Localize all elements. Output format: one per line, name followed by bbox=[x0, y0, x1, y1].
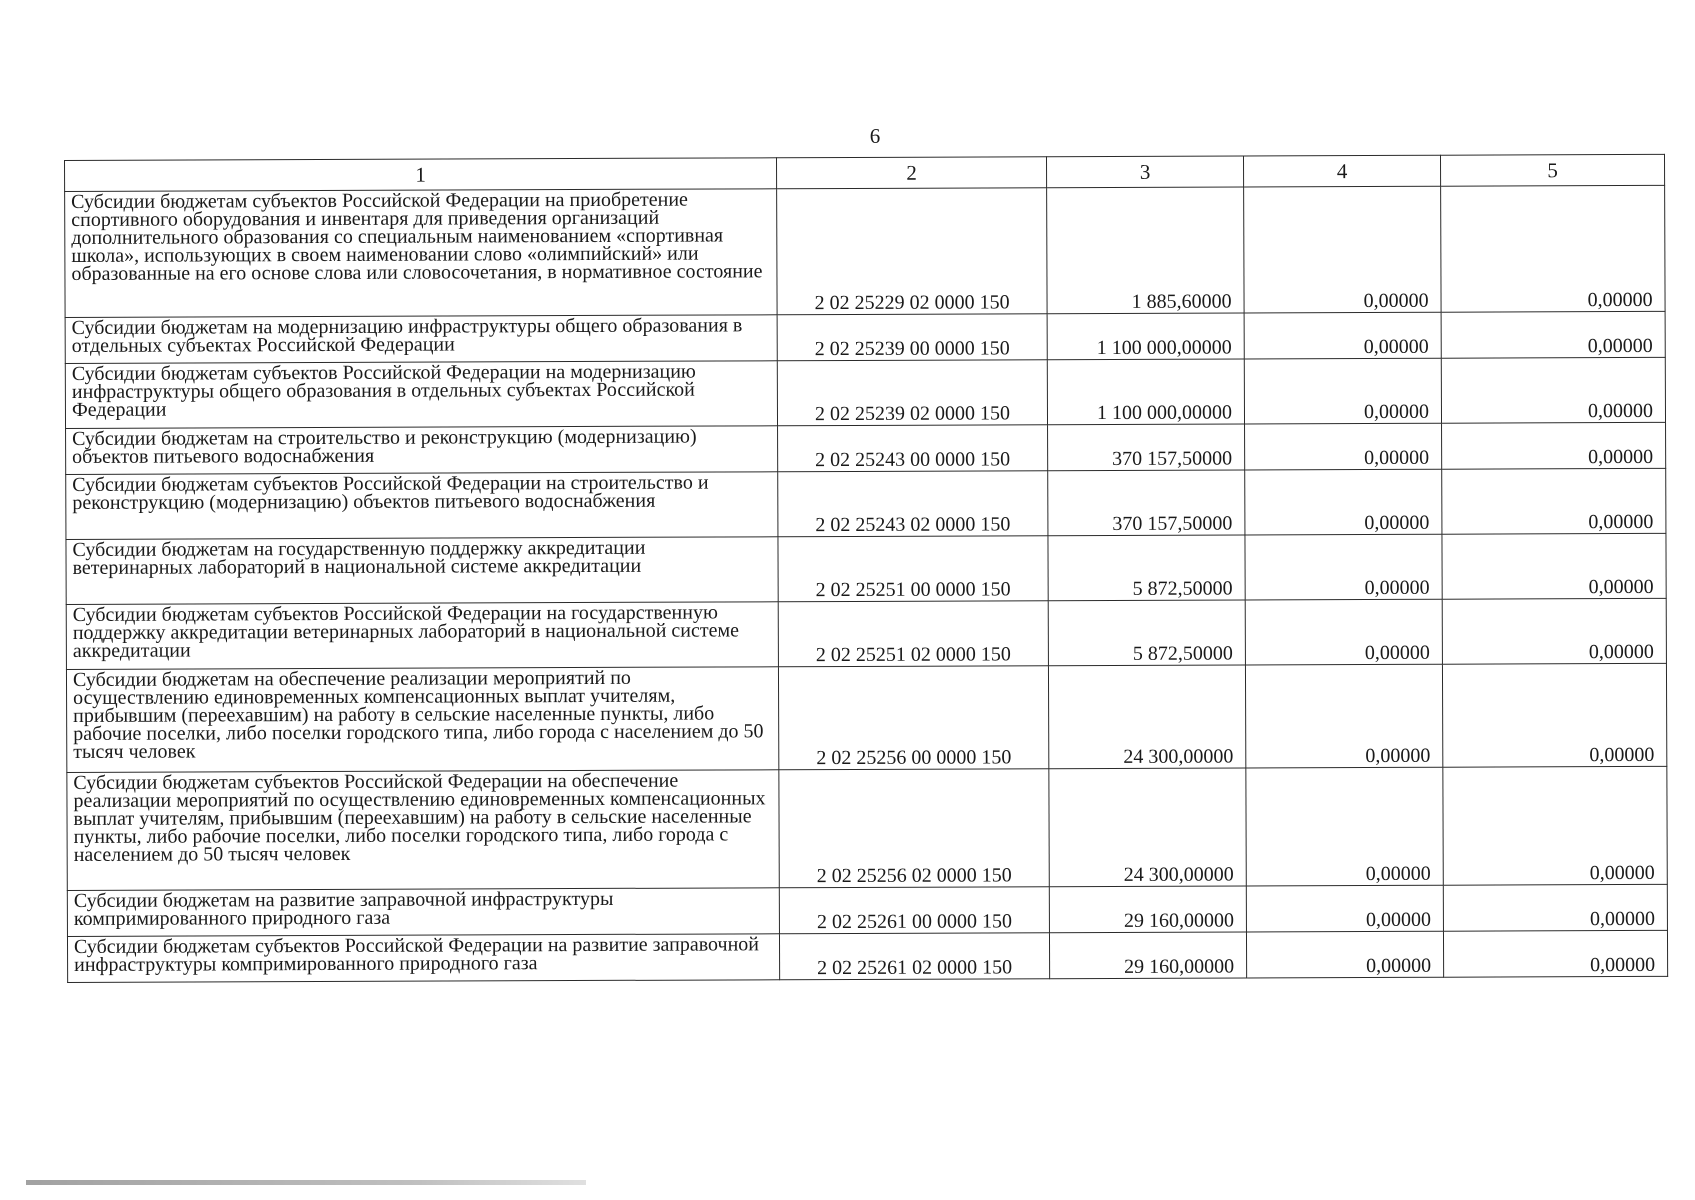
row-name-cell: Субсидии бюджетам субъектов Российской Федерации на государственную поддержку аккредитации ветеринарных лабораторий в национальной системе аккредитации bbox=[66, 602, 778, 670]
row-amount-cell: 5 872,50000 bbox=[1048, 600, 1245, 666]
row-amount-cell: 1 100 000,00000 bbox=[1047, 313, 1244, 360]
row-code-cell: 2 02 25239 00 0000 150 bbox=[777, 314, 1047, 361]
row-name-cell: Субсидии бюджетам на модернизацию инфраструктуры общего образования в отдельных субъектах Российской Федерации bbox=[65, 315, 777, 364]
column-header-4: 4 bbox=[1243, 155, 1440, 187]
table-row bbox=[66, 422, 1666, 474]
row-name-cell: Субсидии бюджетам на строительство и реконструкцию (модернизацию) объектов питьевого водоснабжения bbox=[66, 426, 778, 475]
row-code-cell: 2 02 25239 02 0000 150 bbox=[777, 360, 1047, 426]
row-amount-cell: 24 300,00000 bbox=[1048, 665, 1245, 769]
table-row bbox=[66, 598, 1666, 669]
row-col4-cell: 0,00000 bbox=[1245, 469, 1442, 535]
table-row bbox=[66, 533, 1666, 604]
row-name-cell: Субсидии бюджетам субъектов Российской Федерации на строительство и реконструкцию (модернизацию) объектов питьевого водоснабжения bbox=[66, 472, 778, 540]
row-amount-cell: 29 160,00000 bbox=[1049, 886, 1246, 933]
row-amount-cell: 1 885,60000 bbox=[1047, 187, 1244, 314]
column-header-5: 5 bbox=[1440, 154, 1664, 186]
row-name-cell: Субсидии бюджетам на развитие заправочной инфраструктуры компримированного природного газа bbox=[67, 888, 779, 937]
column-header-1: 1 bbox=[65, 158, 777, 192]
row-amount-cell: 5 872,50000 bbox=[1048, 535, 1245, 601]
row-col5-cell: 0,00000 bbox=[1442, 468, 1666, 534]
table-row bbox=[67, 930, 1667, 982]
row-name-cell: Субсидии бюджетам субъектов Российской Федерации на развитие заправочной инфраструктуры компримированного природного газа bbox=[67, 934, 779, 983]
row-code-cell: 2 02 25229 02 0000 150 bbox=[777, 188, 1047, 315]
row-col5-cell: 0,00000 bbox=[1443, 930, 1667, 977]
table-row bbox=[66, 663, 1666, 772]
row-code-cell: 2 02 25243 02 0000 150 bbox=[778, 471, 1048, 537]
table-row bbox=[67, 766, 1667, 890]
table-row bbox=[65, 185, 1665, 317]
column-header-2: 2 bbox=[776, 157, 1046, 189]
budget-revenue-table bbox=[64, 154, 1668, 983]
row-col5-cell: 0,00000 bbox=[1443, 766, 1667, 885]
row-amount-cell: 1 100 000,00000 bbox=[1047, 359, 1244, 425]
row-code-cell: 2 02 25251 00 0000 150 bbox=[778, 536, 1048, 602]
row-amount-cell: 370 157,50000 bbox=[1048, 424, 1245, 471]
row-col4-cell: 0,00000 bbox=[1245, 664, 1442, 768]
row-name-cell: Субсидии бюджетам субъектов Российской Федерации на обеспечение реализации мероприятий по осуществлению единовременных компенсационных выплат учителям, прибывшим (переехавшим) на работу в сельские населенные пункты, либо рабочие поселки, либо поселки городского типа, либо города с населением до 50 тысяч человек bbox=[67, 770, 779, 891]
row-code-cell: 2 02 25261 00 0000 150 bbox=[779, 887, 1049, 934]
row-code-cell: 2 02 25256 02 0000 150 bbox=[779, 769, 1049, 888]
table-row bbox=[65, 357, 1665, 428]
row-col5-cell: 0,00000 bbox=[1441, 311, 1665, 358]
row-code-cell: 2 02 25256 00 0000 150 bbox=[778, 666, 1048, 770]
table-row bbox=[67, 884, 1667, 936]
row-name-cell: Субсидии бюджетам субъектов Российской Федерации на модернизацию инфраструктуры общего образования в отдельных субъектах Российской Федерации bbox=[65, 361, 777, 429]
page-number: 6 bbox=[869, 124, 881, 148]
row-name-cell: Субсидии бюджетам субъектов Российской Федерации на приобретение спортивного оборудования и инвентаря для приведения организаций дополнительного образования со специальным наименованием «спортивная школа», использующих в своем наименовании слово «олимпийский» или образованные на его основе слова или словосочетания, в нормативное состояние bbox=[65, 189, 777, 318]
row-col4-cell: 0,00000 bbox=[1246, 931, 1443, 978]
row-col5-cell: 0,00000 bbox=[1442, 422, 1666, 469]
table-row bbox=[65, 311, 1665, 363]
row-name-cell: Субсидии бюджетам на обеспечение реализации мероприятий по осуществлению единовременных компенсационных выплат учителям, прибывшим (переехавшим) на работу в сельские населенные пункты, либо рабочие поселки, либо поселки городского типа, либо города с населением до 50 тысяч человек bbox=[66, 667, 778, 773]
row-col4-cell: 0,00000 bbox=[1245, 534, 1442, 600]
row-col5-cell: 0,00000 bbox=[1442, 598, 1666, 664]
row-code-cell: 2 02 25261 02 0000 150 bbox=[779, 933, 1049, 980]
row-code-cell: 2 02 25251 02 0000 150 bbox=[778, 601, 1048, 667]
row-col5-cell: 0,00000 bbox=[1442, 533, 1666, 599]
column-header-3: 3 bbox=[1046, 156, 1243, 188]
row-col5-cell: 0,00000 bbox=[1441, 357, 1665, 423]
row-col4-cell: 0,00000 bbox=[1246, 885, 1443, 932]
row-col5-cell: 0,00000 bbox=[1443, 884, 1667, 931]
row-col4-cell: 0,00000 bbox=[1244, 312, 1441, 359]
row-col4-cell: 0,00000 bbox=[1244, 186, 1441, 313]
row-col5-cell: 0,00000 bbox=[1441, 185, 1665, 312]
row-col4-cell: 0,00000 bbox=[1245, 423, 1442, 470]
row-code-cell: 2 02 25243 00 0000 150 bbox=[778, 425, 1048, 472]
row-name-cell: Субсидии бюджетам на государственную поддержку аккредитации ветеринарных лабораторий в национальной системе аккредитации bbox=[66, 537, 778, 605]
row-amount-cell: 24 300,00000 bbox=[1049, 768, 1246, 887]
table-row bbox=[66, 468, 1666, 539]
row-col5-cell: 0,00000 bbox=[1442, 663, 1666, 767]
row-amount-cell: 29 160,00000 bbox=[1049, 932, 1246, 979]
row-col4-cell: 0,00000 bbox=[1244, 358, 1441, 424]
row-col4-cell: 0,00000 bbox=[1245, 599, 1442, 665]
row-col4-cell: 0,00000 bbox=[1246, 767, 1443, 886]
scan-edge-mark bbox=[26, 1180, 586, 1185]
row-amount-cell: 370 157,50000 bbox=[1048, 470, 1245, 536]
